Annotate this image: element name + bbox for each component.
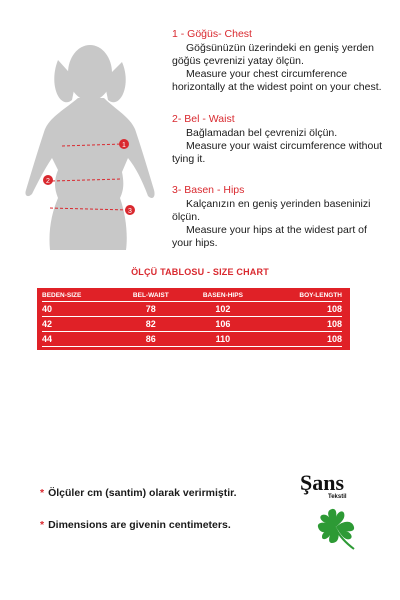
note-units-en	[40, 519, 231, 531]
size-chart-table	[37, 288, 350, 350]
body-silhouette	[20, 40, 170, 250]
table-cell: 78	[117, 302, 185, 317]
table-row	[42, 302, 342, 317]
chest-instructions	[172, 28, 394, 94]
note-asterisk: *	[40, 519, 45, 531]
instruction-line: Measure your waist circumference without	[186, 140, 383, 152]
hips-marker	[125, 205, 135, 215]
table-cell: 44	[42, 332, 117, 347]
table-cell: 108	[261, 302, 342, 317]
table-row	[42, 317, 342, 332]
brand-subtitle: Tekstil	[328, 494, 347, 500]
note-units-tr	[40, 487, 237, 499]
brand-name: Şans	[300, 470, 345, 495]
four-leaf-clover-icon	[312, 505, 360, 553]
instruction-line: göğüs çevrenizi yatay ölçün.	[172, 55, 304, 67]
section-heading: 1 - Göğüs- Chest	[172, 28, 252, 40]
section-lines	[172, 127, 394, 166]
section-lines	[172, 198, 394, 250]
table-header-row	[42, 291, 342, 302]
table-cell: 40	[42, 302, 117, 317]
table-cell: 42	[42, 317, 117, 332]
table-row	[42, 332, 342, 347]
table-cell: 86	[117, 332, 185, 347]
instruction-line: ölçün.	[172, 211, 201, 223]
note-text: Dimensions are givenin centimeters.	[48, 519, 231, 531]
hips-marker-label: 3	[128, 208, 132, 215]
table-cell: 102	[185, 302, 261, 317]
column-header-size: BEDEN-SIZE	[42, 291, 117, 302]
table-cell: 106	[185, 317, 261, 332]
instruction-line: horizontally at the widest point on your chest.	[172, 81, 382, 93]
chest-marker	[119, 139, 129, 149]
instruction-line: Bağlamadan bel çevrenizi ölçün.	[186, 127, 338, 139]
note-asterisk: *	[40, 487, 45, 499]
section-heading: 2- Bel - Waist	[172, 113, 235, 125]
instruction-line: Göğsünüzün üzerindeki en geniş yerden	[186, 42, 374, 54]
waist-marker	[43, 175, 53, 185]
column-header-waist: BEL-WAIST	[117, 291, 185, 302]
column-header-length: BOY-LENGTH	[261, 291, 342, 302]
instruction-line: Measure your chest circumference	[186, 68, 348, 80]
chest-marker-label: 1	[122, 142, 126, 149]
waist-marker-label: 2	[46, 178, 50, 185]
instruction-line: your hips.	[172, 237, 218, 249]
brand-logo	[300, 470, 370, 500]
table-cell: 82	[117, 317, 185, 332]
note-text: Ölçüler cm (santim) olarak verirmiştir.	[48, 487, 237, 499]
waist-instructions	[172, 113, 394, 166]
instruction-line: Measure your hips at the widest part of	[186, 224, 367, 236]
instruction-line: Kalçanızın en geniş yerinden baseninizi	[186, 198, 371, 210]
column-header-hips: BASEN-HIPS	[185, 291, 261, 302]
hips-instructions	[172, 184, 394, 250]
section-lines	[172, 42, 394, 94]
instruction-line: tying it.	[172, 153, 206, 165]
table-cell: 110	[185, 332, 261, 347]
table-cell: 108	[261, 317, 342, 332]
section-heading: 3- Basen - Hips	[172, 184, 245, 196]
size-chart-title: ÖLÇÜ TABLOSU - SIZE CHART	[131, 267, 269, 277]
table-cell: 108	[261, 332, 342, 347]
